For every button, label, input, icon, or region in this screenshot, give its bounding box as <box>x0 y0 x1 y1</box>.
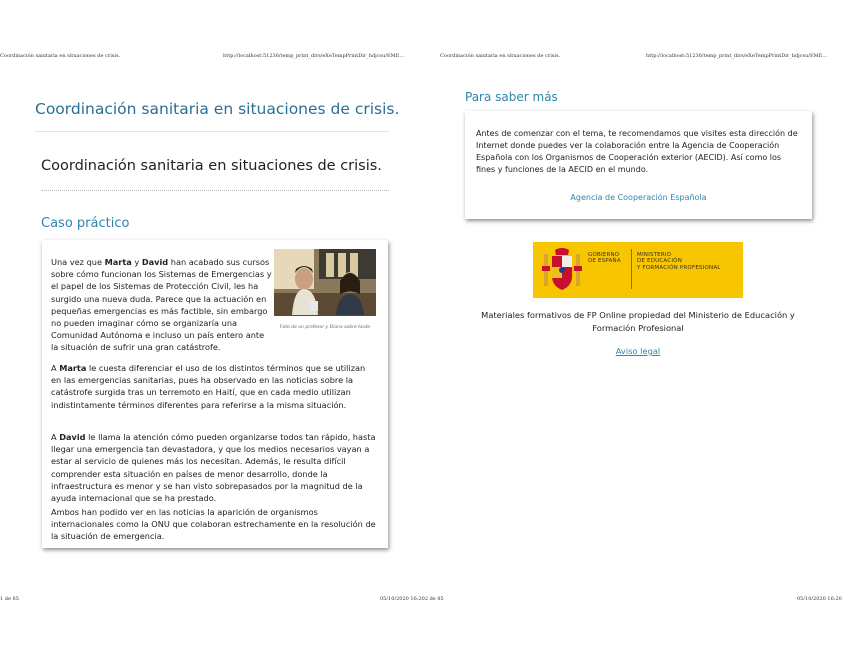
aecid-link[interactable]: Agencia de Cooperación Española <box>570 193 707 202</box>
further-reading-title: Para saber más <box>465 90 558 104</box>
coat-of-arms-icon <box>541 246 583 298</box>
case-paragraph-2: A Marta le cuesta diferenciar el uso de los distintos términos que se utilizan en las emergencias sanitarias, pues ha observado en las noticias sobre la catástrofe surgida tras un terremoto en Haití, que en cada medio utilizan indistintamente términos diferentes para referirse a la misma situación. <box>51 363 366 410</box>
legal-notice-link[interactable]: Aviso legal <box>615 346 661 356</box>
print-header-url-right: http://localhost:51236/temp_print_dirs/eXeTempPrintDir_hdjcsu/EME... <box>646 53 828 59</box>
section-divider <box>41 190 389 191</box>
print-footer-date-right: 05/10/2020 16:20 <box>797 596 842 602</box>
page-title: Coordinación sanitaria en situaciones de crisis. <box>35 100 400 118</box>
section-title: Coordinación sanitaria en situaciones de crisis. <box>41 158 382 174</box>
photo-caption: Foto de un profesor y Diana sobre tarde <box>279 325 371 330</box>
case-study-title: Caso práctico <box>41 216 130 231</box>
case-paragraph-3: A David le llama la atención cómo pueden organizarse todos tan rápido, hasta llegar una emergencia tan devastadora, y que los medios necesarios vayan a estar al servicio de quienes más los necesitan. Además, le resulta difícil comprender esta situación en países de menor desarrollo, donde la infraestructura es menor y se han visto sobrepasados por la magnitud de la ayuda internacional que se ha prestado. <box>51 432 376 504</box>
print-footer-page-left: 1 de 85 <box>0 596 19 602</box>
print-header-title-right: Coordinación sanitaria en situaciones de crisis. <box>440 53 561 59</box>
print-header-title-left: Coordinación sanitaria en situaciones de crisis. <box>0 53 121 59</box>
case-photo <box>274 249 376 316</box>
case-paragraph-4: Ambos han podido ver en las noticias la aparición de organismos internacionales como la ONU que colaboran estrechamente en la resolución de la situación de emergencia. <box>51 507 376 542</box>
print-footer-middle: 05/10/2020 16:202 de 85 <box>380 596 444 602</box>
ministry-logo <box>533 242 743 298</box>
logo-divider <box>631 249 632 289</box>
gobierno-text: GOBIERNO DE ESPAÑA <box>588 252 621 265</box>
further-reading-box <box>465 111 812 219</box>
title-divider <box>35 131 389 132</box>
case-paragraph-1: Una vez que Marta y David han acabado sus cursos sobre cómo funcionan los Sistemas de Emergencias y el papel de los Sistemas de Protección Civil, les ha surgido una nueva duda. Parece que la actuación en pequeñas emergencias es más factible, sin embargo no pueden imaginar cómo se organizaría una Comunidad Autónoma e incluso un país entero ante la situación de sufrir una gran catástrofe. <box>51 257 272 353</box>
materials-notice: Materiales formativos de FP Online propiedad del Ministerio de Educación y Formación Profesional <box>481 310 795 333</box>
case-study-card <box>42 240 388 548</box>
further-reading-text: Antes de comenzar con el tema, te recomendamos que visites esta dirección de Internet donde puedes ver la colaboración entre la Agencia de Cooperación Española con los Organismos de Cooperación exterior (AECID). Así como los fines y funciones de la AECID en el mundo. <box>476 129 798 174</box>
ministerio-text: MINISTERIO DE EDUCACIÓN Y FORMACIÓN PROFESIONAL <box>637 252 721 271</box>
print-header-url-left: http://localhost:51236/temp_print_dirs/eXeTempPrintDir_hdjcsu/EME... <box>223 53 405 59</box>
